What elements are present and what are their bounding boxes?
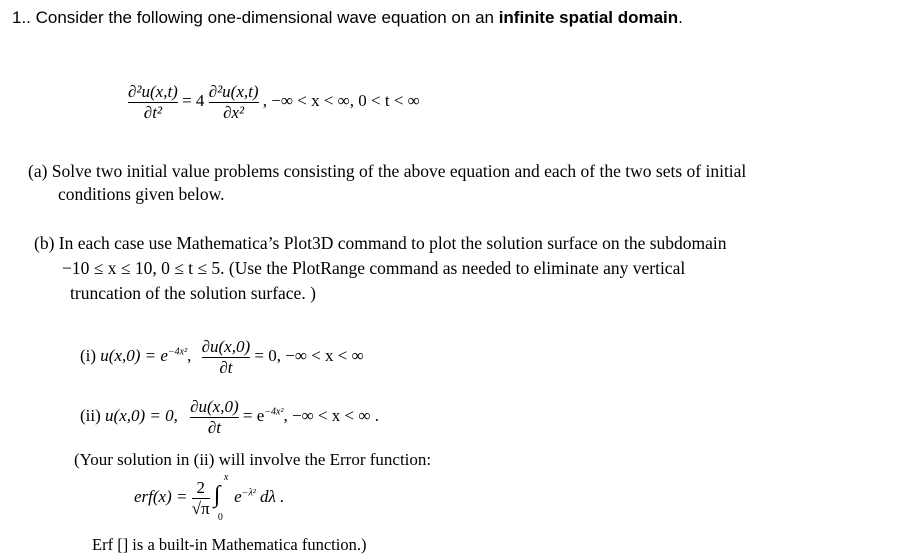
part-b [34,231,727,306]
pde-rhs-denominator: ∂x² [209,102,259,123]
part-b-line-1: (b) In each case use Mathematica’s Plot3D command to plot the solution surface on the subdomain [34,233,727,253]
part-b-line-3: truncation of the solution surface. ) [70,283,316,303]
pde-lhs-fraction [128,82,178,122]
erf-lhs: erf(x) = [134,486,188,506]
erf-definition [134,472,285,524]
pde-rhs-fraction [209,82,259,122]
problem-intro [12,8,683,28]
ic2-label: (ii) [80,405,101,425]
part-a [28,160,746,206]
intro-prefix: 1.. Consider the following one-dimensional wave equation on an [12,8,499,27]
erf-fraction [192,478,210,518]
erf-upper-limit: x [223,472,229,484]
ic1-exponent: −4x² [167,346,188,358]
ic2-denominator: ∂t [190,417,239,438]
ic2-fraction [190,397,239,437]
ic2-rhs: = e [242,405,265,425]
pde-domain: , −∞ < x < ∞, 0 < t < ∞ [262,90,420,110]
initial-condition-i: (i) $u(x,0) = e^{-4x^2}$, $\frac{\partial u(x,0)}{\partial t}$ = 0, −∞ < x < ∞ [80,337,364,377]
erf-integrand-exponent: −λ² [241,487,256,499]
ic2-lhs: u(x,0) = 0, [105,405,178,425]
ic1-label: (i) [80,345,97,365]
pde-lhs-numerator: ∂²u(x,t) [128,82,178,101]
ic2-domain: , −∞ < x < ∞ . [283,405,379,425]
erf-lower-limit: 0 [217,512,223,524]
erf-integrand: e [234,486,242,506]
erf-denominator: √π [191,498,210,518]
part-b-line-2: −10 ≤ x ≤ 10, 0 ≤ t ≤ 5. (Use the PlotRange command as needed to eliminate any vertical [62,258,686,278]
erf-note: (Your solution in (ii) will involve the Error function: [74,450,432,469]
erf-numerator: 2 [196,478,205,497]
ic2-numerator: ∂u(x,0) [190,397,239,416]
part-a-line-1: (a) Solve two initial value problems consisting of the above equation and each of the two sets of initial [28,161,747,181]
ic1-numerator: ∂u(x,0) [201,337,251,356]
pde-equals: = 4 [182,90,205,110]
ic1-fraction [202,337,251,377]
erf-differential: dλ . [255,486,285,506]
intro-bold: infinite spatial domain [498,8,679,27]
ic1-lhs: u(x,0) = e [100,345,168,365]
wave-equation [128,82,420,122]
initial-condition-ii [80,397,379,437]
intro-suffix: . [678,8,683,27]
ic1-rhs: = 0, −∞ < x < ∞ [254,345,364,365]
part-a-line-2: conditions given below. [58,184,225,204]
ic1-denominator: ∂t [202,357,251,378]
pde-lhs-denominator: ∂t² [128,102,178,123]
pde-rhs-numerator: ∂²u(x,t) [208,82,259,101]
erf-footer: Erf [] is a built-in Mathematica function.) [92,535,367,554]
ic2-exponent: −4x² [264,406,284,418]
integral-sign: ∫ x 0 [213,472,229,524]
